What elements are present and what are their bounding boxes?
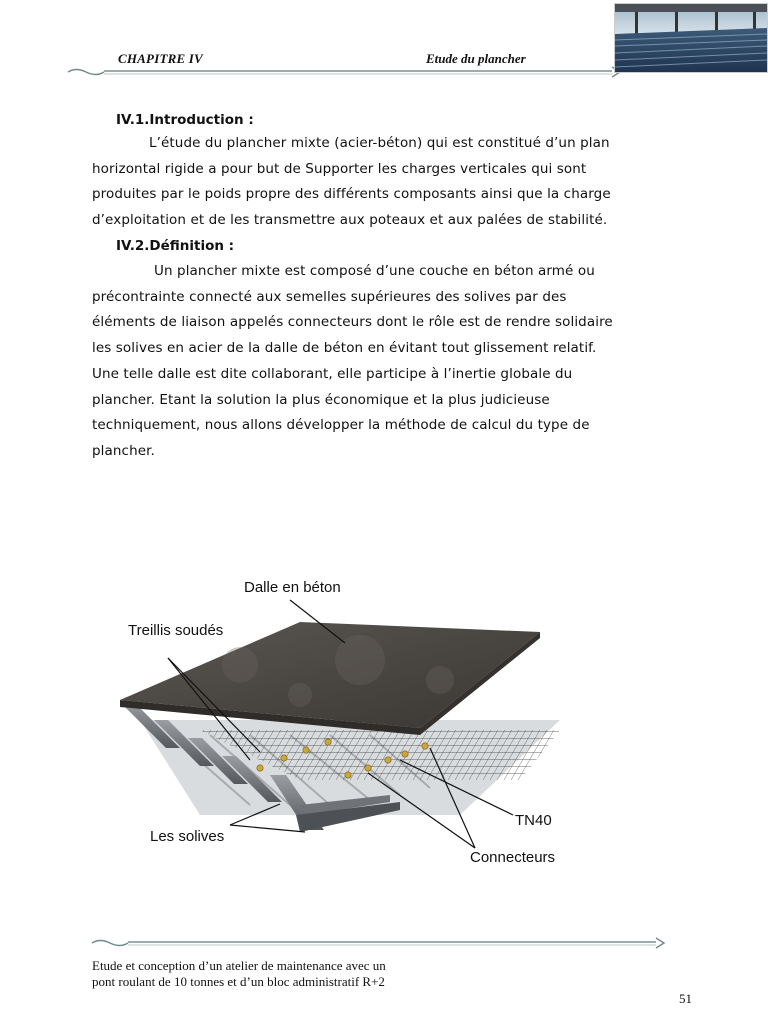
paragraph-line: les solives en acier de la dalle de béton en évitant tout glissement relatif.	[92, 340, 597, 357]
composite-floor-diagram	[100, 570, 580, 880]
footer-line: pont roulant de 10 tonnes et d’un bloc administratif R+2	[92, 974, 385, 989]
paragraph-line: plancher. Etant la solution la plus économique et la plus judicieuse	[92, 391, 550, 408]
chapter-subject: Etude du plancher	[426, 51, 526, 66]
paragraph-line: éléments de liaison appelés connecteurs dont le rôle est de rendre solidaire	[92, 314, 613, 331]
label-dalle-en-beton: Dalle en béton	[244, 579, 341, 596]
label-tn40: TN40	[515, 812, 552, 829]
label-connecteurs: Connecteurs	[470, 849, 556, 866]
paragraph-line: Une telle dalle est dite collaborant, elle participe à l’inertie globale du	[92, 365, 573, 382]
header-photo-steel-deck	[614, 3, 768, 73]
paragraph-line: horizontal rigide a pour but de Supporter les charges verticales qui sont	[92, 160, 587, 177]
page-number: 51	[679, 991, 692, 1006]
header-divider	[64, 64, 624, 80]
label-treillis-soudes: Treillis soudés	[128, 622, 224, 639]
paragraph-line: Un plancher mixte est composé d’une couche en béton armé ou	[154, 263, 595, 279]
paragraph-line: techniquement, nous allons développer la méthode de calcul du type de	[92, 417, 590, 434]
introduction-paragraph	[92, 131, 692, 234]
paragraph-line: L’étude du plancher mixte (acier-béton) qui est constitué d’un plan	[149, 135, 610, 151]
label-les-solives: Les solives	[150, 828, 225, 845]
paragraph-line: d’exploitation et de les transmettre aux poteaux et aux palées de stabilité.	[92, 212, 608, 229]
section-heading-introduction: IV.1.Introduction :	[116, 112, 254, 128]
definition-paragraph	[92, 259, 692, 465]
footer-divider	[88, 935, 668, 951]
chapter-title: CHAPITRE IV	[118, 51, 203, 66]
footer-project-title	[92, 958, 472, 990]
paragraph-line: plancher.	[92, 442, 155, 459]
paragraph-line: produites par le poids propre des différents composants ainsi que la charge	[92, 186, 611, 203]
footer-line: Etude et conception d’un atelier de maintenance avec un	[92, 958, 386, 973]
section-heading-definition: IV.2.Définition :	[116, 238, 235, 254]
paragraph-line: précontrainte connecté aux semelles supérieures des solives par des	[92, 288, 567, 305]
